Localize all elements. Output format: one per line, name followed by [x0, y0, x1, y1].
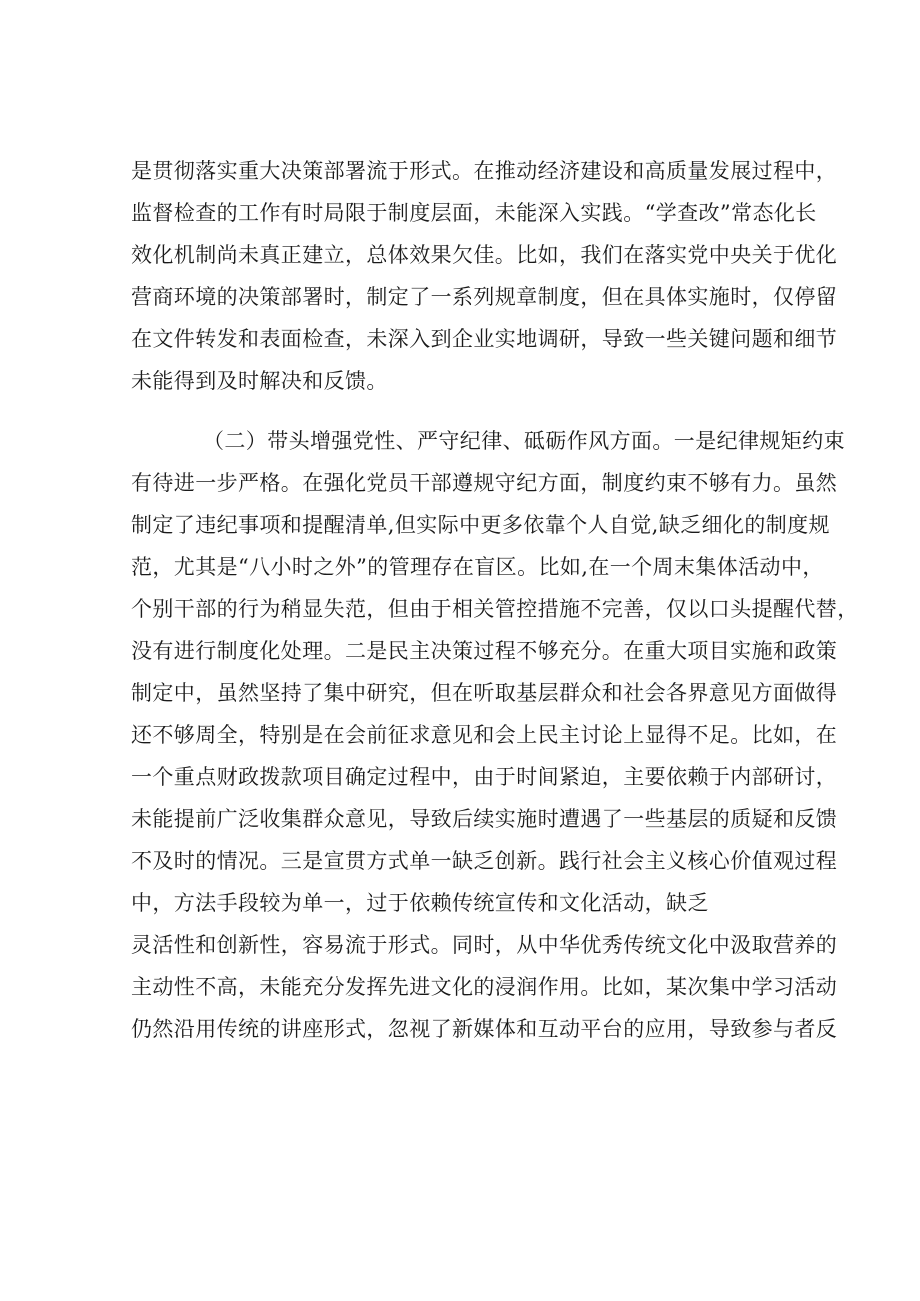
- paragraph-2-line-13: 灵活性和创新性，容易流于形式。同时，从中华优秀传统文化中汲取营养的: [131, 933, 838, 957]
- paragraph-2-line-4: 范，尤其是“八小时之外”的管理存在盲区。比如,在一个周末集体活动中，: [131, 555, 824, 579]
- paragraph-1-line-5: 在文件转发和表面检查，未深入到企业实地调研，导致一些关键问题和细节: [131, 327, 838, 351]
- paragraph-2-line-11: 不及时的情况。三是宣贯方式单一缺乏创新。践行社会主义核心价值观过程: [131, 849, 838, 873]
- paragraph-2-line-12: 中，方法手段较为单一，过于依赖传统宣传和文化活动，缺乏: [131, 891, 709, 915]
- paragraph-1-line-1: 是贯彻落实重大决策部署流于形式。在推动经济建设和高质量发展过程中，: [131, 159, 838, 183]
- paragraph-2-line-14: 主动性不高，未能充分发挥先进文化的浸润作用。比如，某次集中学习活动: [131, 975, 838, 999]
- paragraph-2-line-5: 个别干部的行为稍显失范，但由于相关管控措施不完善，仅以口头提醒代替，: [131, 597, 859, 621]
- paragraph-2-line-3: 制定了违纪事项和提醒清单,但实际中更多依靠个人自觉,缺乏细化的制度规: [131, 513, 830, 537]
- paragraph-2-line-2: 有待进一步严格。在强化党员干部遵规守纪方面，制度约束不够有力。虽然: [131, 471, 838, 495]
- paragraph-2-line-9: 一个重点财政拨款项目确定过程中，由于时间紧迫，主要依赖于内部研讨，: [131, 765, 838, 789]
- paragraph-2-line-10: 未能提前广泛收集群众意见，导致后续实施时遭遇了一些基层的质疑和反馈: [131, 807, 838, 831]
- paragraph-2-line-15: 仍然沿用传统的讲座形式，忽视了新媒体和互动平台的应用，导致参与者反: [131, 1017, 838, 1041]
- paragraph-2-line-7: 制定中，虽然坚持了集中研究，但在听取基层群众和社会各界意见方面做得: [131, 681, 838, 705]
- paragraph-1-line-3: 效化机制尚未真正建立，总体效果欠佳。比如，我们在落实党中央关于优化: [131, 243, 838, 267]
- paragraph-1-line-6: 未能得到及时解决和反馈。: [131, 369, 388, 393]
- paragraph-2-line-6: 没有进行制度化处理。二是民主决策过程不够充分。在重大项目实施和政策: [131, 639, 838, 663]
- paragraph-2-line-8: 还不够周全，特别是在会前征求意见和会上民主讨论上显得不足。比如，在: [131, 723, 838, 747]
- paragraph-1-line-2: 监督检查的工作有时局限于制度层面，未能深入实践。“学查改”常态化长: [131, 201, 817, 225]
- paragraph-1-line-4: 营商环境的决策部署时，制定了一系列规章制度，但在具体实施时，仅停留: [131, 285, 838, 309]
- paragraph-2-line-1: （二）带头增强党性、严守纪律、砥砺作风方面。一是纪律规矩约束: [203, 429, 845, 453]
